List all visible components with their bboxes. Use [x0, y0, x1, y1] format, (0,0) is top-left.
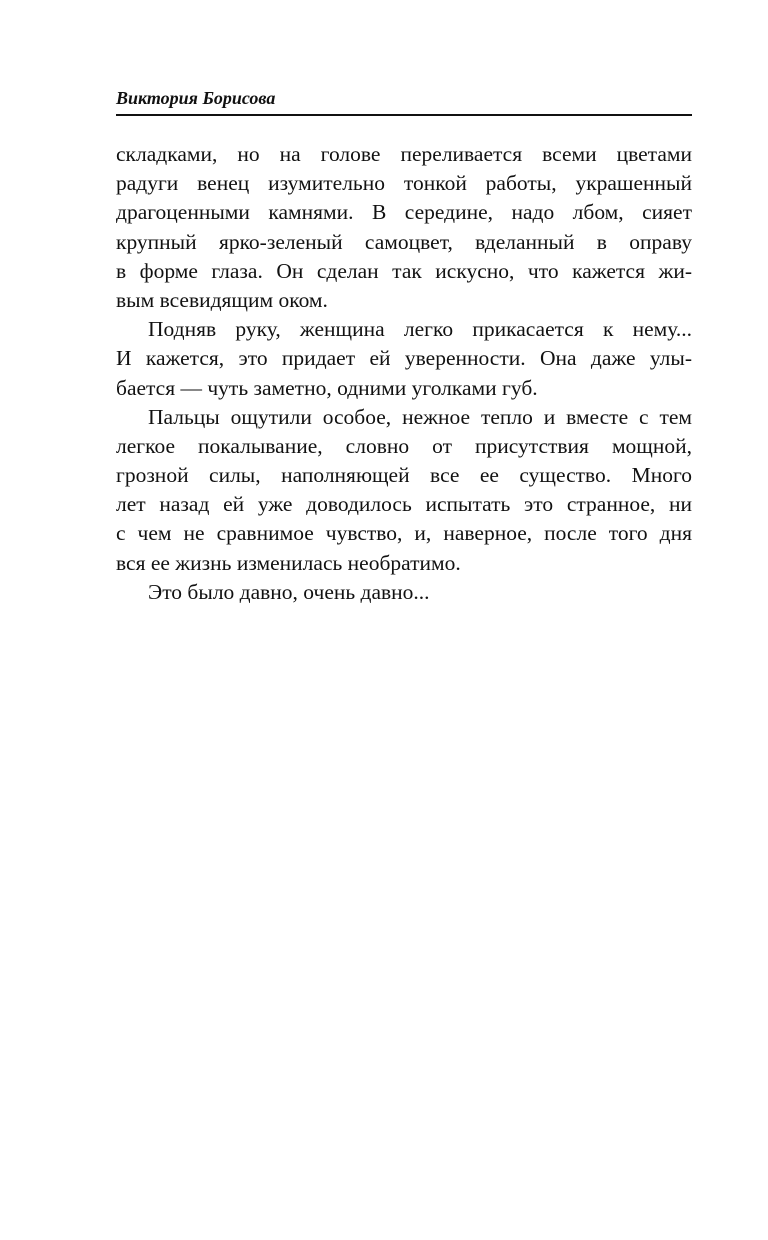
text-line: драгоценными камнями. В середине, надо лбом, сияет — [116, 200, 692, 225]
text-line: легкое покалывание, словно от присутствия мощной, — [116, 433, 692, 458]
paragraph — [116, 140, 692, 315]
text-line: вым всевидящим оком. — [116, 287, 328, 312]
body-text — [116, 140, 692, 607]
text-line: грозной силы, наполняющей все ее существо. Много — [116, 463, 692, 488]
paragraph — [116, 578, 692, 607]
text-line: бается — чуть заметно, одними уголками губ. — [116, 375, 538, 400]
paragraph — [116, 315, 692, 403]
text-line: И кажется, это придает ей уверенности. Она даже улы- — [116, 346, 692, 371]
running-head-author: Виктория Борисова — [116, 88, 276, 108]
header-rule — [116, 114, 692, 116]
text-line: радуги венец изумительно тонкой работы, украшенный — [116, 171, 692, 196]
text-line: Это было давно, очень давно... — [148, 579, 430, 604]
text-line: в форме глаза. Он сделан так искусно, что кажется жи- — [116, 258, 692, 283]
text-line: крупный ярко-зеленый самоцвет, вделанный в оправу — [116, 229, 692, 254]
text-line: вся ее жизнь изменилась необратимо. — [116, 550, 461, 575]
paragraph — [116, 403, 692, 578]
text-line: Подняв руку, женщина легко прикасается к нему... — [148, 317, 692, 342]
text-line: складками, но на голове переливается всеми цветами — [116, 142, 692, 166]
text-line: лет назад ей уже доводилось испытать это странное, ни — [116, 492, 692, 517]
text-line: Пальцы ощутили особое, нежное тепло и вместе с тем — [148, 404, 692, 429]
text-line: с чем не сравнимое чувство, и, наверное, после того дня — [116, 521, 692, 546]
